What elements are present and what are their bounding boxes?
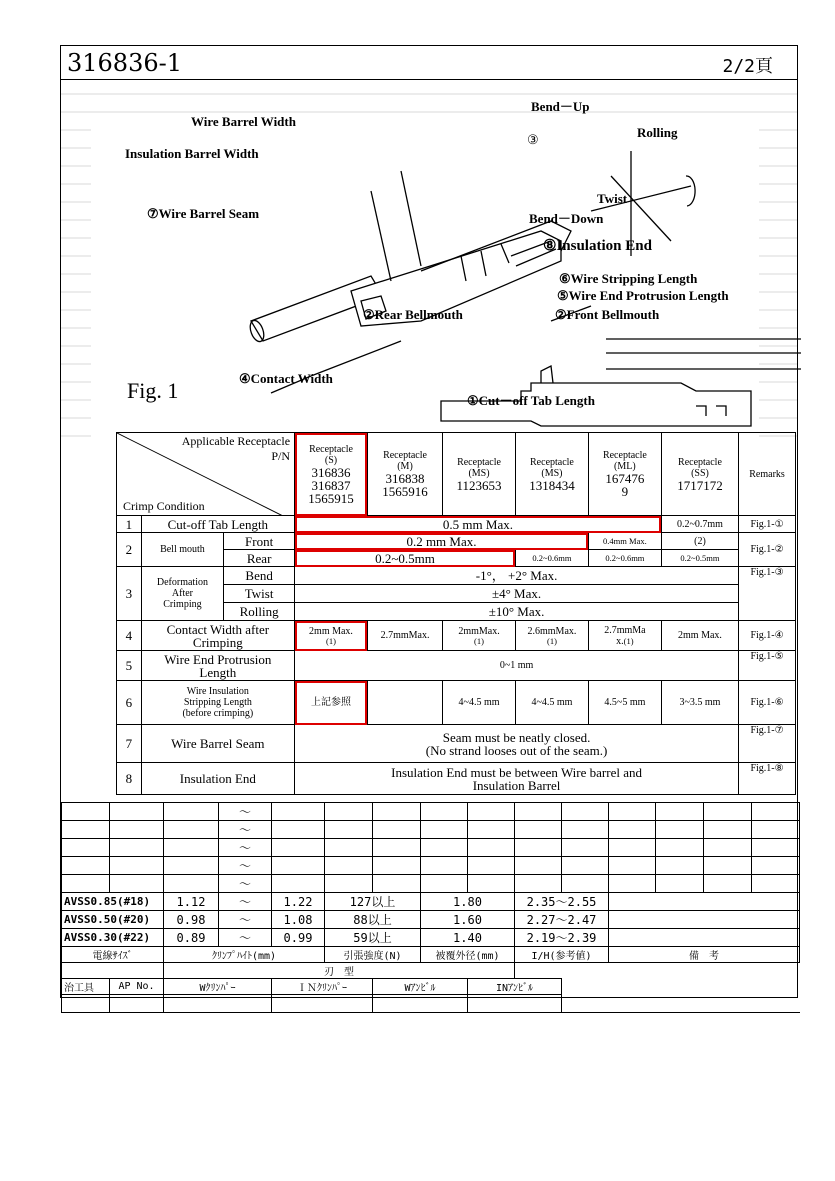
fig-ref: Fig.1-⑤ [739, 651, 796, 681]
deformation-rolling-label: Rolling [224, 603, 295, 621]
page-header [61, 46, 797, 80]
callout-wire-barrel-seam: ⑦Wire Barrel Seam [147, 206, 260, 221]
spec-row: AVSS0.50(#20) 0.98 ～ 1.08 88以上 1.60 2.27～2.47 [62, 911, 800, 929]
bellmouth-rear-label: Rear [224, 550, 295, 567]
bellmouth-front-ml: 0.4mm Max. [588, 533, 661, 550]
cutoff-tab-value: 0.5 mm Max. [295, 516, 662, 533]
deformation-rolling-value: ±10° Max. [295, 603, 739, 621]
stripping-s: 上記参照 [295, 681, 368, 725]
row-label-cutoff-tab: Cut-off Tab Length [141, 516, 294, 533]
fig-ref: Fig.1-① [739, 516, 796, 533]
bellmouth-front-label: Front [224, 533, 295, 550]
figure-label: Fig. 1 [127, 378, 179, 403]
spec-row: AVSS0.30(#22) 0.89 ～ 0.99 59以上 1.40 2.19～2.39 [62, 929, 800, 947]
deformation-bend-label: Bend [224, 567, 295, 585]
callout-rolling: Rolling [637, 125, 678, 140]
fig-ref: Fig.1-④ [739, 621, 796, 651]
stripping-ss: 3~3.5 mm [661, 681, 738, 725]
deformation-twist-label: Twist [224, 585, 295, 603]
document-sheet [60, 45, 798, 998]
row-number: 7 [117, 725, 142, 763]
bellmouth-rear-ms: 0.2~0.6mm [515, 550, 588, 567]
tooling-header-row: 治工具 AP No. Wｸﾘﾝﾊﾟｰ ＩＮｸﾘﾝﾊﾟｰ Wｱﾝﾋﾞﾙ INｱﾝﾋﾞﾙ [62, 979, 800, 995]
column-header-ms-2: Receptacle (MS) 1318434 [515, 433, 588, 516]
terminal-diagram [121, 91, 811, 431]
callout-front-bellmouth: ②Front Bellmouth [555, 307, 660, 322]
callout-insulation-barrel-width: Insulation Barrel Width [125, 146, 259, 161]
fig-ref: Fig.1-② [739, 533, 796, 567]
column-header-ms-1: Receptacle (MS) 1123653 [443, 433, 516, 516]
bellmouth-front-value: 0.2 mm Max. [295, 533, 589, 550]
deformation-twist-value: ±4° Max. [295, 585, 739, 603]
row-label-wire-barrel-seam: Wire Barrel Seam [141, 725, 294, 763]
fig-ref: Fig.1-⑧ [739, 763, 796, 795]
callout-contact-width: ④Contact Width [239, 371, 333, 386]
spec-header-row: 電線ｻｲｽﾞ ｸﾘﾝﾌﾟﾊｲﾄ(mm) 引張強度(N) 被覆外径(mm) I/H(参考値) 備 考 [62, 947, 800, 963]
callout-wire-end-protrusion-length: ⑤Wire End Protrusion Length [557, 288, 729, 303]
row-number: 3 [117, 567, 142, 621]
wire-end-protrusion-value: 0~1 mm [295, 651, 739, 681]
callout-circle-3: ③ [527, 132, 539, 147]
wire-barrel-seam-value: Seam must be neatly closed. (No strand looses out of the seam.) [295, 725, 739, 763]
tilde: ～ [219, 839, 272, 857]
column-header-m: Receptacle (M) 316838 1565916 [367, 433, 442, 516]
callout-bend-up: Bend－Up [531, 99, 590, 114]
row-label-contact-width: Contact Width after Crimping [141, 621, 294, 651]
fig-ref: Fig.1-⑥ [739, 681, 796, 725]
insulation-end-value: Insulation End must be between Wire barrel and Insulation Barrel [295, 763, 739, 795]
row-number: 6 [117, 681, 142, 725]
table-corner-header [117, 433, 295, 516]
tilde: ～ [219, 821, 272, 839]
row-number: 1 [117, 516, 142, 533]
row-number: 8 [117, 763, 142, 795]
part-number: 316836-1 [67, 49, 182, 77]
column-header-remarks: Remarks [739, 433, 796, 516]
column-header-ss: Receptacle (SS) 1717172 [661, 433, 738, 516]
page-number: 2/2頁 [722, 56, 773, 77]
callout-twist: Twist [597, 191, 628, 206]
column-header-ml: Receptacle (ML) 167476 9 [588, 433, 661, 516]
row-number: 5 [117, 651, 142, 681]
bellmouth-rear-value: 0.2~0.5mm [295, 550, 516, 567]
corner-pn: P/N [271, 449, 291, 463]
callout-insulation-end: ⑧Insulation End [543, 238, 652, 254]
bellmouth-front-ss: (2) [661, 533, 738, 550]
callout-wire-barrel-width: Wire Barrel Width [191, 114, 296, 129]
row-label-deformation: Deformation After Crimping [141, 567, 224, 621]
contact-width-ss: 2mm Max. [661, 621, 738, 651]
stripping-ms-2: 4~4.5 mm [515, 681, 588, 725]
tilde: ～ [219, 803, 272, 821]
corner-crimp-condition: Crimp Condition [123, 499, 205, 513]
contact-width-ms-1: 2mmMax. (1) [443, 621, 516, 651]
cutoff-tab-ss-value: 0.2~0.7mm [661, 516, 738, 533]
callout-rear-bellmouth: ②Rear Bellmouth [363, 307, 463, 322]
contact-width-ml: 2.7mmMa x.(1) [588, 621, 661, 651]
fig-ref: Fig.1-⑦ [739, 725, 796, 763]
row-number: 2 [117, 533, 142, 567]
contact-width-s: 2mm Max. (1) [295, 621, 368, 651]
tilde: ～ [219, 875, 272, 893]
tilde: ～ [219, 857, 272, 875]
row-number: 4 [117, 621, 142, 651]
callout-cutoff-tab-length: ①Cut－off Tab Length [467, 393, 595, 408]
deformation-bend-value: -1°， +2° Max. [295, 567, 739, 585]
stripping-m [367, 681, 442, 725]
fig-ref: Fig.1-③ [739, 567, 796, 621]
callout-wire-stripping-length: ⑥Wire Stripping Length [559, 271, 698, 286]
spec-grid [61, 802, 797, 1013]
callout-bend-down: Bend－Down [529, 211, 604, 226]
bellmouth-rear-ss: 0.2~0.5mm [661, 550, 738, 567]
contact-width-m: 2.7mmMax. [367, 621, 442, 651]
stripping-ms-1: 4~4.5 mm [443, 681, 516, 725]
contact-width-ms-2: 2.6mmMax. (1) [515, 621, 588, 651]
crimp-condition-table [116, 432, 796, 795]
row-label-insulation-end: Insulation End [141, 763, 294, 795]
column-header-s: Receptacle (S) 316836 316837 1565915 [295, 433, 368, 516]
row-label-wire-end-protrusion: Wire End Protrusion Length [141, 651, 294, 681]
spec-row: AVSS0.85(#18) 1.12 ～ 1.22 127以上 1.80 2.35～2.55 [62, 893, 800, 911]
stripping-ml: 4.5~5 mm [588, 681, 661, 725]
row-label-wire-insulation-stripping: Wire Insulation Stripping Length (before crimping) [141, 681, 294, 725]
row-label-bellmouth: Bell mouth [141, 533, 224, 567]
tooling-blade-row: 刃 型 [62, 963, 800, 979]
corner-applicable: Applicable Receptacle [181, 434, 291, 448]
bellmouth-rear-ml: 0.2~0.6mm [588, 550, 661, 567]
